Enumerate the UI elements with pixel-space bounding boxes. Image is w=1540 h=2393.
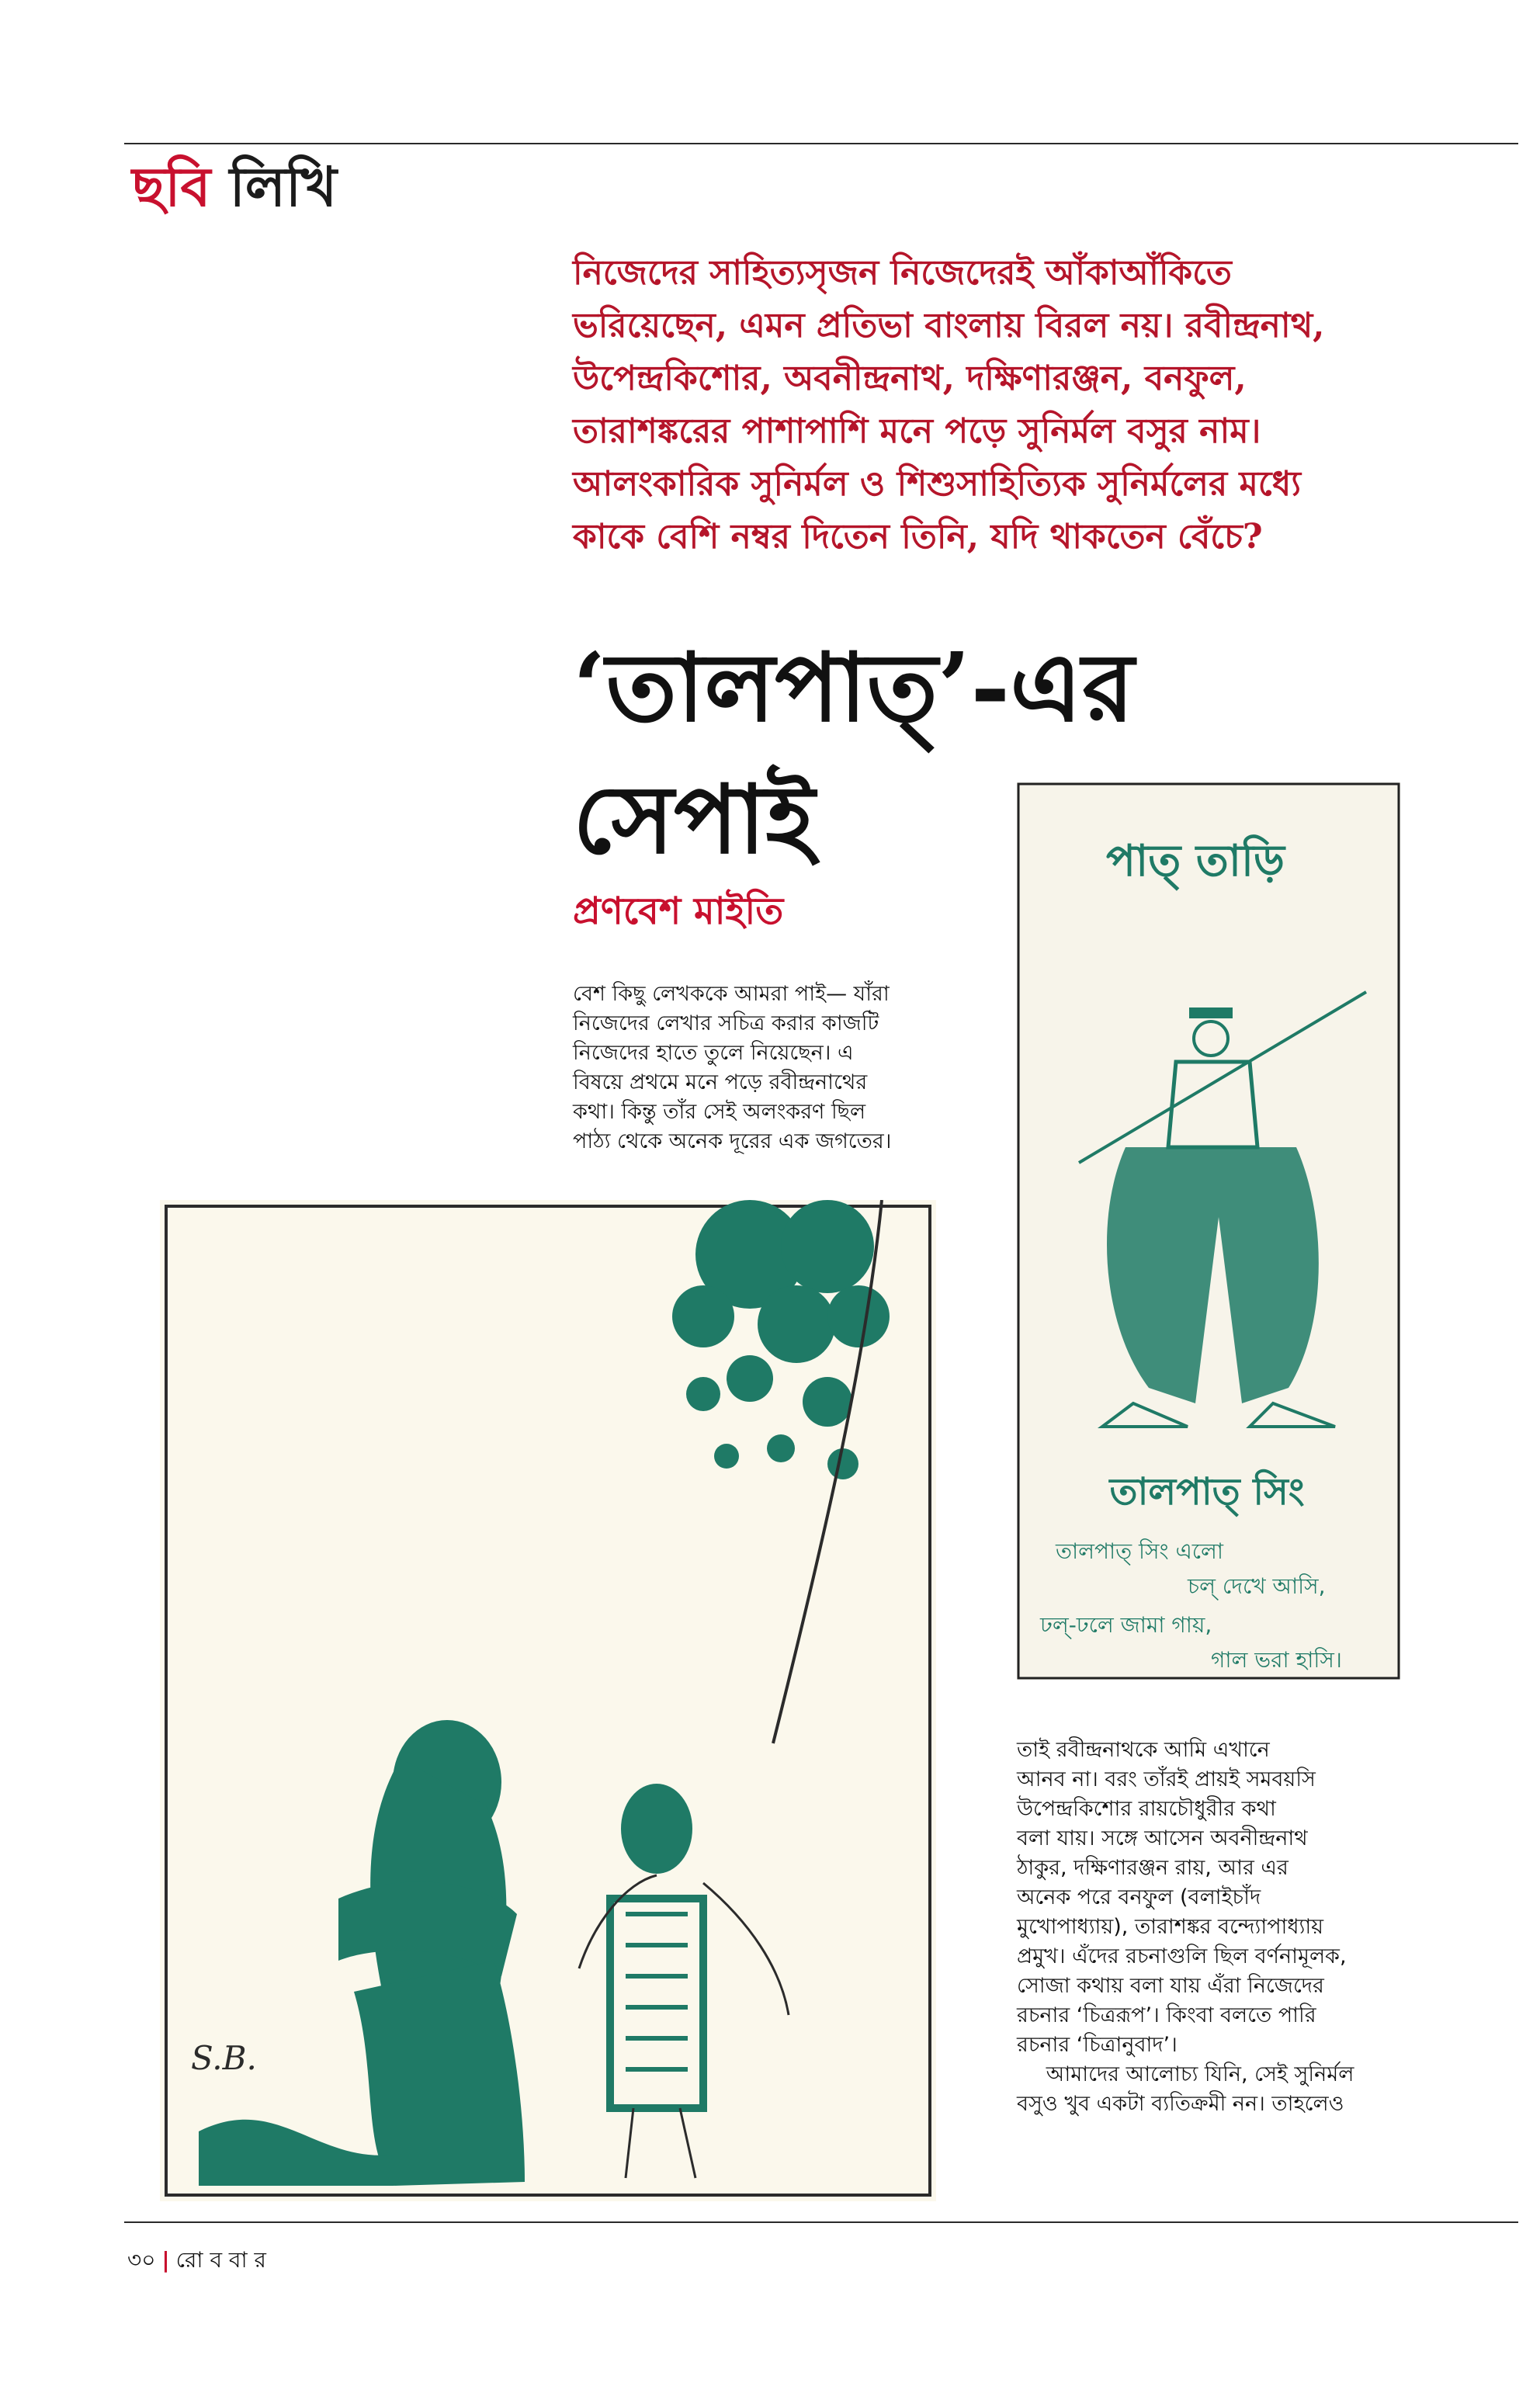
- intro-standfirst: [573, 247, 1450, 564]
- illustration-verse-line: চল্ দেখে আসি,: [1188, 1573, 1326, 1599]
- illustration-verse-line: ঢল্-ঢলে জামা গায়,: [1040, 1612, 1212, 1638]
- body-line: নিজেদের হাতে তুলে নিয়েছেন। এ: [573, 1041, 854, 1065]
- body-line: সোজা কথায় বলা যায় এঁরা নিজেদের: [1017, 1974, 1324, 1998]
- body-line: রচনার ‘চিত্ররূপ’। কিংবা বলতে পারি: [1017, 2003, 1316, 2027]
- page-footer: [127, 2243, 266, 2280]
- body-line: নিজেদের লেখার সচিত্র করার কাজটি: [573, 1011, 879, 1035]
- body-line: প্রমুখ। এঁদের রচনাগুলি ছিল বর্ণনামূলক,: [1017, 1944, 1347, 1968]
- body-line: আমাদের আলোচ্য যিনি, সেই সুনির্মল: [1046, 2062, 1354, 2086]
- author-byline: প্রণবেশ মাইতি: [573, 890, 784, 933]
- body-line: পাঠ্য থেকে অনেক দূরের এক জগতের।: [573, 1129, 892, 1153]
- intro-line: উপেন্দ্রকিশোর, অবনীন্দ্রনাথ, দক্ষিণারঞ্জন, বনফুল,: [573, 359, 1247, 398]
- bottom-rule: [124, 2221, 1518, 2223]
- body-line: রচনার ‘চিত্রানুবাদ’।: [1017, 2033, 1178, 2057]
- body-line: মুখোপাধ্যায়), তারাশঙ্কর বন্দ্যোপাধ্যায়: [1017, 1915, 1324, 1939]
- body-line: তাই রবীন্দ্রনাথকে আমি এখানে: [1017, 1738, 1270, 1762]
- body-line: বিষয়ে প্রথমে মনে পড়ে রবীন্দ্রনাথের: [573, 1070, 868, 1094]
- section-label: [132, 155, 337, 219]
- section-label-word-1: ছবি: [132, 155, 211, 219]
- body-line: বেশ কিছু লেখককে আমরা পাই— যাঁরা: [573, 982, 890, 1006]
- illustration-heading: পাত্ তাড়ি: [1105, 836, 1285, 886]
- intro-line: ভরিয়েছেন, এমন প্রতিভা বাংলায় বিরল নয়। রবীন্দ্রনাথ,: [573, 306, 1325, 345]
- magazine-name: রো ব বা র: [175, 2247, 266, 2273]
- intro-line: আলংকারিক সুনির্মল ও শিশুসাহিত্যিক সুনির্মলের মধ্যে: [573, 464, 1301, 504]
- illustration-women-walking: [160, 1200, 936, 2201]
- footer-separator: |: [161, 2247, 170, 2273]
- body-paragraph: [1017, 1736, 1420, 2060]
- intro-line: কাকে বেশি নম্বর দিতেন তিনি, যদি থাকতেন বেঁচে?: [573, 517, 1263, 557]
- illustration-signature: S.B.: [191, 2039, 257, 2077]
- illustration-verse-line: গাল ভরা হাসি।: [1211, 1647, 1342, 1673]
- body-line: অনেক পরে বনফুল (বলাইচাঁদ: [1017, 1885, 1261, 1909]
- illustration-caption: তালপাত্ সিং: [1109, 1470, 1305, 1514]
- page-number: ৩০: [127, 2247, 156, 2273]
- body-line: উপেন্দ্রকিশোর রায়চৌধুরীর কথা: [1017, 1797, 1276, 1821]
- body-line: কথা। কিন্তু তাঁর সেই অলংকরণ ছিল: [573, 1100, 866, 1124]
- intro-line: নিজেদের সাহিত্যসৃজন নিজেদেরই আঁকাআঁকিতে: [573, 253, 1232, 293]
- body-paragraph: [1017, 2060, 1420, 2119]
- body-line: আনব না। বরং তাঁরই প্রায়ই সমবয়সি: [1017, 1767, 1316, 1791]
- article-title-line-2: সেপাই: [573, 763, 815, 875]
- body-line: বলা যায়। সঙ্গে আসেন অবনীন্দ্রনাথ: [1017, 1826, 1308, 1850]
- illustration-talpat-sing: [1017, 782, 1400, 1680]
- body-line: ঠাকুর, দক্ষিণারঞ্জন রায়, আর এর: [1017, 1856, 1289, 1880]
- article-title-line-1: ‘তালপাত্’-এর: [573, 631, 1135, 743]
- body-column-1: [573, 980, 976, 1157]
- section-label-word-2: লিখি: [229, 155, 337, 219]
- body-column-2: [1017, 1736, 1420, 2119]
- body-line: বসুও খুব একটা ব্যতিক্রমী নন। তাহলেও: [1017, 2092, 1344, 2116]
- intro-line: তারাশঙ্করের পাশাপাশি মনে পড়ে সুনির্মল বসুর নাম।: [573, 411, 1261, 451]
- illustration-verse-line: তালপাত্ সিং এলো: [1056, 1538, 1224, 1564]
- top-rule: [124, 143, 1518, 144]
